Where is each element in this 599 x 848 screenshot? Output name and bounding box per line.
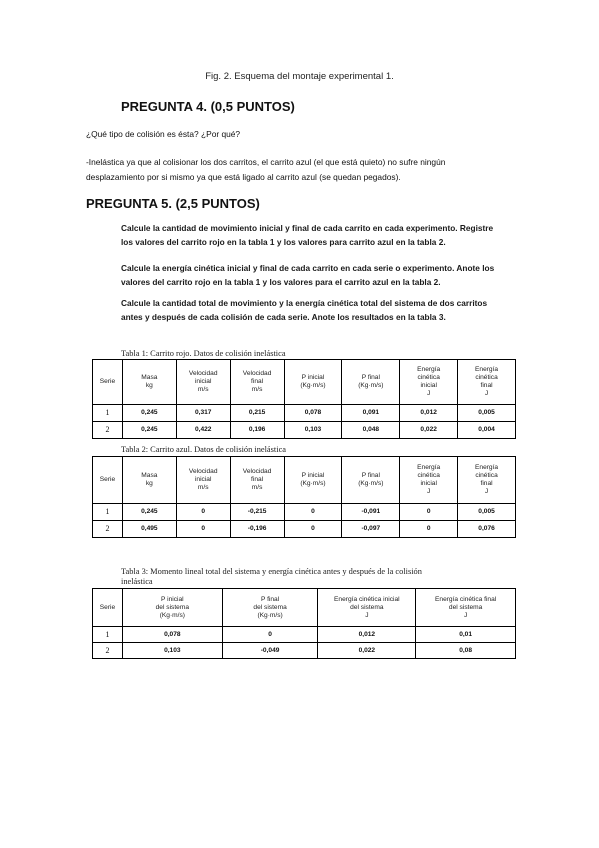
pregunta4-answer-line1: -Inelástica ya que al colisionar los dos carritos, el carrito azul (el que está quieto) no sufre ningún bbox=[86, 157, 446, 167]
table1-header-cell: Serie bbox=[93, 360, 123, 405]
table-cell: 0,022 bbox=[400, 422, 458, 439]
table-cell: 0,103 bbox=[284, 422, 342, 439]
instruction-1 bbox=[121, 222, 493, 249]
table-cell: 0 bbox=[400, 521, 458, 538]
table2-header-cell: Energía cinética final J bbox=[458, 457, 516, 504]
table3-header-cell: Energía cinética inicial del sistema J bbox=[318, 589, 416, 627]
table-cell: 0 bbox=[400, 504, 458, 521]
table-cell: 0 bbox=[222, 627, 318, 643]
table3-header-cell: P final del sistema (Kg·m/s) bbox=[222, 589, 318, 627]
table2-caption: Tabla 2: Carrito azul. Datos de colisión inelástica bbox=[121, 445, 287, 454]
instruction-3 bbox=[121, 297, 487, 324]
table-row bbox=[93, 405, 516, 422]
table1-header-cell: Masa kg bbox=[122, 360, 176, 405]
instruction-3-line2: antes y después de cada colisión de cada serie. Anote los resultados en la tabla 3. bbox=[121, 311, 446, 322]
table-cell: 0,495 bbox=[122, 521, 176, 538]
table3-header-cell: Serie bbox=[93, 589, 123, 627]
table-cell: -0,049 bbox=[222, 643, 318, 659]
table1-header-cell: Velocidad inicial m/s bbox=[176, 360, 230, 405]
table-cell: 0,078 bbox=[122, 627, 222, 643]
table3 bbox=[92, 588, 516, 659]
table3-caption-line2: inelástica bbox=[121, 577, 153, 586]
table-cell: 0 bbox=[176, 504, 230, 521]
table-cell: -0,091 bbox=[342, 504, 400, 521]
table3-caption bbox=[121, 567, 501, 587]
table-cell: 2 bbox=[93, 643, 123, 659]
table-cell: 0,091 bbox=[342, 405, 400, 422]
table-cell: 0,01 bbox=[416, 627, 516, 643]
table3-header-cell: Energía cinética final del sistema J bbox=[416, 589, 516, 627]
table-cell: -0,215 bbox=[230, 504, 284, 521]
table2-header-cell: Energía cinética inicial J bbox=[400, 457, 458, 504]
table-cell: 0,078 bbox=[284, 405, 342, 422]
table-cell: 0,022 bbox=[318, 643, 416, 659]
table-cell: 0,103 bbox=[122, 643, 222, 659]
table2-header-cell: Serie bbox=[93, 457, 123, 504]
table-cell: 0,245 bbox=[122, 405, 176, 422]
table-row bbox=[93, 422, 516, 439]
table-cell: 0 bbox=[284, 521, 342, 538]
table-row bbox=[93, 504, 516, 521]
table-cell: 0 bbox=[176, 521, 230, 538]
table1-header-row bbox=[93, 360, 516, 405]
table-cell: 0,08 bbox=[416, 643, 516, 659]
table2-header-cell: P final (Kg·m/s) bbox=[342, 457, 400, 504]
table1 bbox=[92, 359, 516, 439]
table1-header-cell: Energía cinética final J bbox=[458, 360, 516, 405]
table-cell: 0,245 bbox=[122, 504, 176, 521]
table1-header-cell: P final (Kg·m/s) bbox=[342, 360, 400, 405]
instruction-2 bbox=[121, 262, 494, 289]
instruction-1-line1: Calcule la cantidad de movimiento inicial y final de cada carrito en cada experimento. Registre bbox=[121, 223, 494, 233]
table2 bbox=[92, 456, 516, 538]
table-cell: 0,048 bbox=[342, 422, 400, 439]
table2-header-cell: Masa kg bbox=[122, 457, 176, 504]
table-cell: 2 bbox=[93, 422, 123, 439]
table-cell: 0,196 bbox=[230, 422, 284, 439]
table-row bbox=[93, 521, 516, 538]
table-cell: 0,422 bbox=[176, 422, 230, 439]
table-cell: 0,004 bbox=[458, 422, 516, 439]
figure-caption: Fig. 2. Esquema del montaje experimental 1. bbox=[205, 71, 394, 82]
table-cell: -0,196 bbox=[230, 521, 284, 538]
table-cell: 1 bbox=[93, 627, 123, 643]
table2-header-cell: P inicial (Kg·m/s) bbox=[284, 457, 342, 504]
table-cell: 2 bbox=[93, 521, 123, 538]
table-cell: 0,245 bbox=[122, 422, 176, 439]
table-cell: 1 bbox=[93, 405, 123, 422]
table-cell: 0,012 bbox=[318, 627, 416, 643]
table-cell: 0,012 bbox=[400, 405, 458, 422]
pregunta4-question: ¿Qué tipo de colisión es ésta? ¿Por qué? bbox=[86, 129, 241, 139]
table-cell: 0,005 bbox=[458, 405, 516, 422]
table3-header-row bbox=[93, 589, 516, 627]
table3-header-cell: P inicial del sistema (Kg·m/s) bbox=[122, 589, 222, 627]
table-cell: 0,317 bbox=[176, 405, 230, 422]
table-cell: 1 bbox=[93, 504, 123, 521]
table3-caption-line1: Tabla 3: Momento lineal total del sistema y energía cinética antes y después de la colisión bbox=[121, 567, 422, 576]
instruction-1-line2: los valores del carrito rojo en la tabla 1 y los valores para carrito azul en la tabla 2. bbox=[121, 236, 446, 247]
instruction-3-line1: Calcule la cantidad total de movimiento y la energía cinética total del sistema de dos carritos bbox=[121, 298, 488, 308]
table-cell: 0,215 bbox=[230, 405, 284, 422]
table2-header-row bbox=[93, 457, 516, 504]
table2-header-cell: Velocidad inicial m/s bbox=[176, 457, 230, 504]
table-cell: -0,097 bbox=[342, 521, 400, 538]
table1-caption: Tabla 1: Carrito rojo. Datos de colisión inelástica bbox=[121, 349, 286, 358]
table1-header-cell: Energía cinética inicial J bbox=[400, 360, 458, 405]
table-row bbox=[93, 643, 516, 659]
instruction-2-line1: Calcule la energía cinética inicial y final de cada carrito en cada serie o experimento. Anote los bbox=[121, 263, 495, 273]
pregunta4-title: PREGUNTA 4. (0,5 PUNTOS) bbox=[121, 99, 295, 114]
table-cell: 0,005 bbox=[458, 504, 516, 521]
table1-header-cell: P inicial (Kg·m/s) bbox=[284, 360, 342, 405]
table-cell: 0 bbox=[284, 504, 342, 521]
instruction-2-line2: valores del carrito rojo en la tabla 1 y los valores para el carrito azul en la tabla 2. bbox=[121, 276, 441, 287]
table-row bbox=[93, 627, 516, 643]
pregunta5-title: PREGUNTA 5. (2,5 PUNTOS) bbox=[86, 196, 260, 211]
table1-header-cell: Velocidad final m/s bbox=[230, 360, 284, 405]
table-cell: 0,076 bbox=[458, 521, 516, 538]
pregunta4-answer-line2: desplazamiento por si mismo ya que está ligado al carrito azul (se quedan pegados). bbox=[86, 172, 401, 182]
table2-header-cell: Velocidad final m/s bbox=[230, 457, 284, 504]
